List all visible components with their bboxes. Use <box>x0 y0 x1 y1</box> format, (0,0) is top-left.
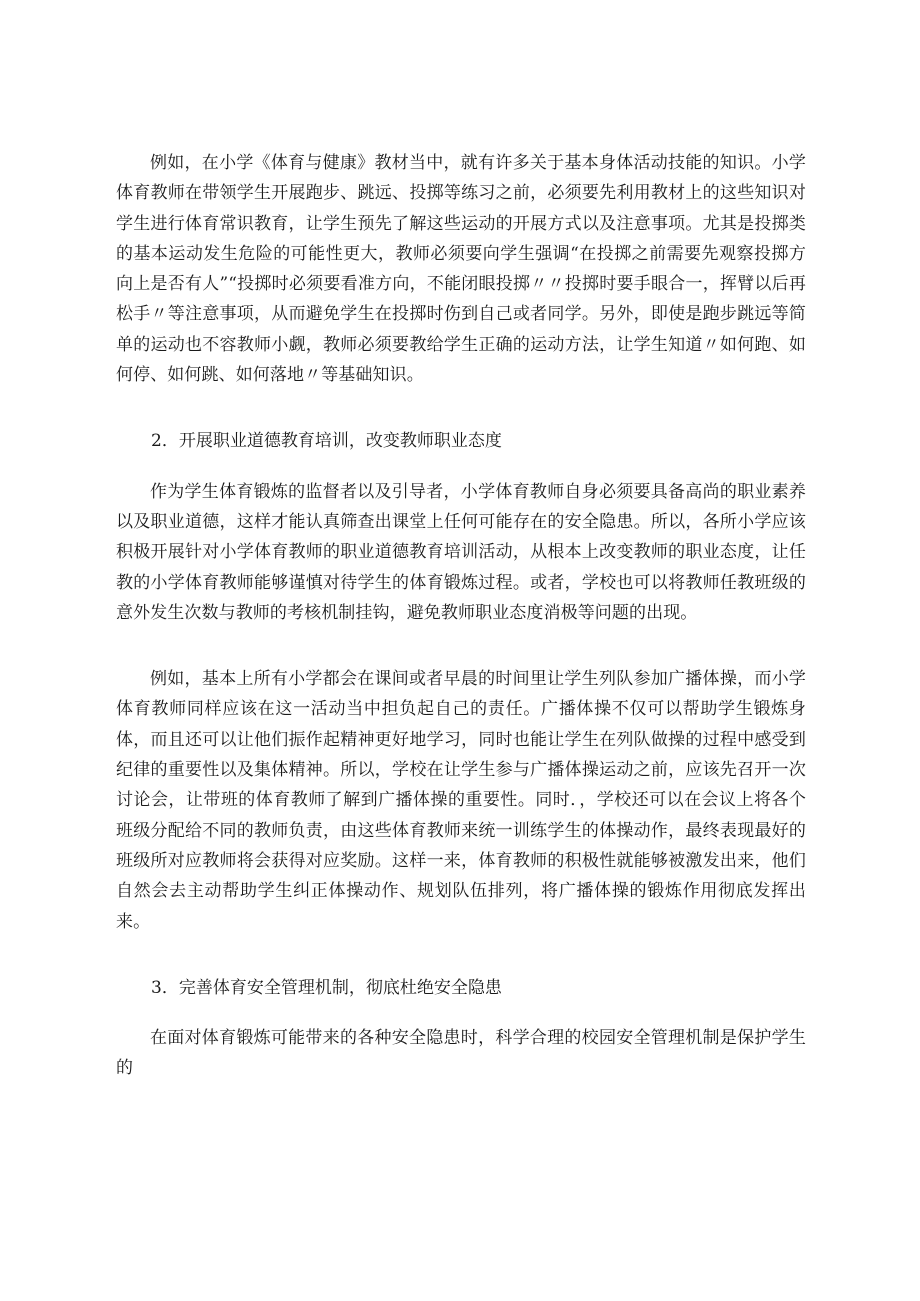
spacer <box>116 937 806 973</box>
spacer <box>116 628 806 664</box>
spacer <box>116 1003 806 1023</box>
paragraph-broadcast-gymnastics: 例如，基本上所有小学都会在课间或者早晨的时间里让学生列队参加广播体操，而小学体育教师同样应该在这一活动当中担负起自己的责任。广播体操不仅可以帮助学生锻炼身体，而且还可以让他们振作起精神更好地学习，同时也能让学生在列队做操的过程中感受到纪律的重要性以及集体精神。所以，学校在让学生参与广播体操运动之前，应该先召开一次讨论会，让带班的体育教师了解到广播体操的重要性。同时．，学校还可以在会议上将各个班级分配给不同的教师负责，由这些体育教师来统一训练学生的体操动作，最终表现最好的班级所对应教师将会获得对应奖励。这样一来，体育教师的积极性就能够被激发出来，他们自然会去主动帮助学生纠正体操动作、规划队伍排列，将广播体操的锻炼作用彻底发挥出来。 <box>116 669 806 932</box>
section-heading-3: 3．完善体育安全管理机制，彻底杜绝安全隐患 <box>151 977 502 998</box>
paragraph-safety-mechanism: 在面对体育锻炼可能带来的各种安全隐患时，科学合理的校园安全管理机制是保护学生的 <box>116 1028 806 1079</box>
spacer <box>116 457 806 477</box>
section-heading-2: 2．开展职业道德教育培训，改变教师职业态度 <box>151 431 502 452</box>
spacer <box>116 390 806 426</box>
paragraph-throwing-safety: 例如，在小学《体育与健康》教材当中，就有许多关于基本身体活动技能的知识。小学体育教师在带领学生开展跑步、跳远、投掷等练习之前，必须要先利用教材上的这些知识对学生进行体育常识教育，让学生预先了解这些运动的开展方式以及注意事项。尤其是投掷类的基本运动发生危险的可能性更大，教师必须要向学生强调“在投掷之前需要先观察投掷方向上是否有人”“投掷时必须要看准方向，不能闭眼投掷〃〃投掷时要手眼合一，挥臂以后再松手〃等注意事项，从而避免学生在投掷时伤到自己或者同学。另外，即使是跑步跳远等简单的运动也不容教师小觑，教师必须要教给学生正确的运动方法，让学生知道〃如何跑、如何停、如何跳、如何落地〃等基础知识。 <box>116 153 806 386</box>
document-page <box>116 148 806 1084</box>
paragraph-professional-ethics: 作为学生体育锻炼的监督者以及引导者，小学体育教师自身必须要具备高尚的职业素养以及职业道德，这样才能认真筛查出课堂上任何可能存在的安全隐患。所以，各所小学应该积极开展针对小学体育教师的职业道德教育培训活动，从根本上改变教师的职业态度，让任教的小学体育教师能够谨慎对待学生的体育锻炼过程。或者，学校也可以将教师任教班级的意外发生次数与教师的考核机制挂钩，避免教师职业态度消极等问题的出现。 <box>116 481 806 623</box>
